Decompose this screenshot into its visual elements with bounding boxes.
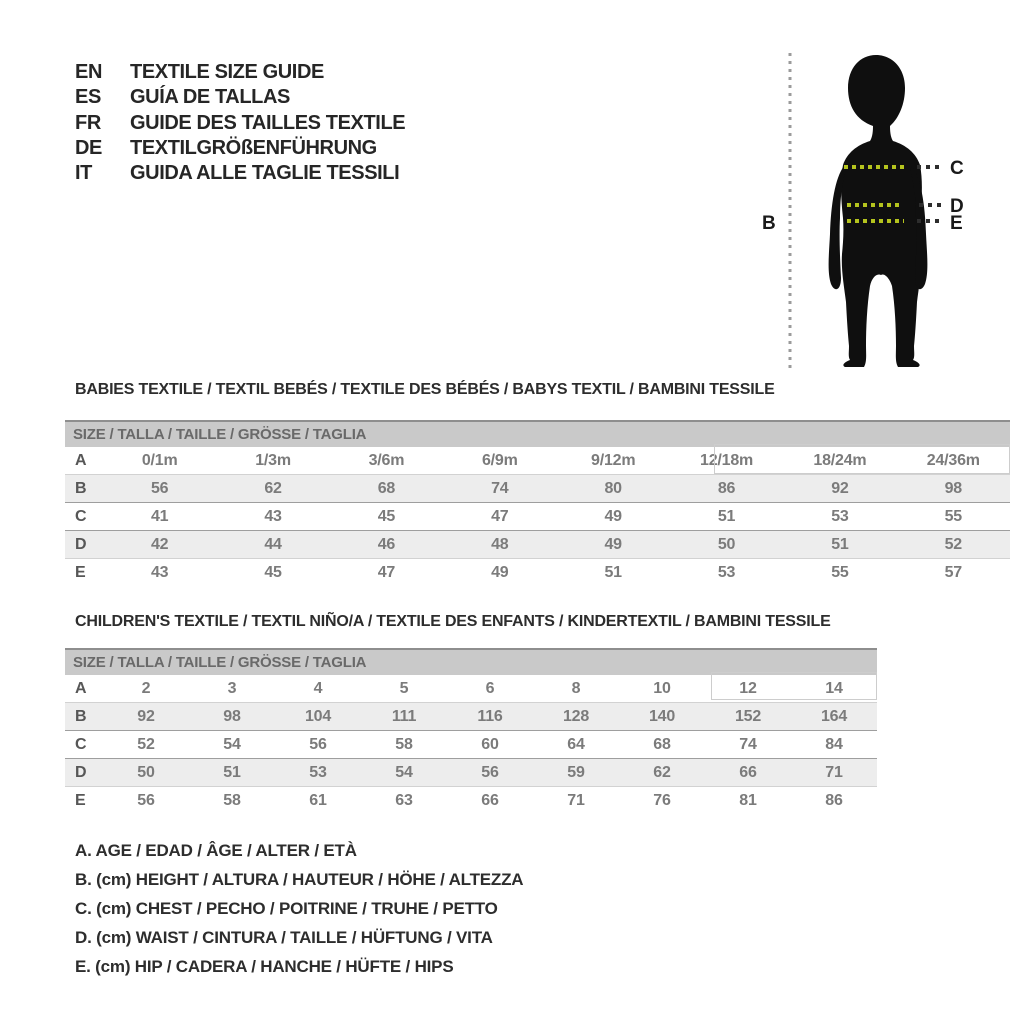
- language-row: [75, 111, 405, 136]
- size-cell: 42: [150, 535, 169, 553]
- size-cell: 50: [717, 535, 736, 553]
- size-cell: 59: [567, 763, 585, 781]
- size-cell: 71: [567, 791, 585, 809]
- size-cell: 44: [264, 535, 282, 553]
- size-figure-svg: [740, 40, 1020, 380]
- size-cell: 56: [150, 479, 169, 497]
- size-cell: 57: [944, 563, 963, 581]
- size-cell: 53: [309, 763, 327, 781]
- size-cell: 55: [944, 507, 963, 525]
- size-cell: 53: [717, 563, 736, 581]
- language-code: EN: [75, 61, 102, 83]
- language-row: [75, 60, 405, 85]
- size-cell: 66: [739, 763, 757, 781]
- size-cell: 56: [137, 791, 155, 809]
- size-cell: 4: [313, 679, 323, 697]
- size-cell: 8: [571, 679, 581, 697]
- size-cell: 2: [141, 679, 151, 697]
- row-label: B: [75, 479, 87, 497]
- size-cell: 12/18m: [700, 451, 754, 469]
- size-row-B: [65, 475, 1010, 503]
- size-row-B: [65, 703, 877, 731]
- size-cell: 54: [395, 763, 413, 781]
- size-row-E: [65, 559, 1010, 587]
- language-label: TEXTILGRÖßENFÜHRUNG: [130, 136, 377, 159]
- row-label: B: [75, 707, 87, 725]
- row-label: E: [75, 563, 86, 581]
- row-label: A: [75, 451, 87, 469]
- size-cell: 81: [739, 791, 757, 809]
- size-header: SIZE / TALLA / TAILLE / GRÖSSE / TAGLIA: [65, 421, 1010, 447]
- size-cell: 18/24m: [813, 451, 867, 469]
- size-cell: 66: [481, 791, 499, 809]
- size-cell: 68: [653, 735, 671, 753]
- size-cell: 86: [825, 791, 843, 809]
- size-cell: 92: [137, 707, 155, 725]
- size-cell: 58: [223, 791, 241, 809]
- size-cell: 64: [567, 735, 585, 753]
- size-cell: 86: [717, 479, 736, 497]
- size-cell: 111: [391, 707, 417, 725]
- size-cell: 63: [395, 791, 413, 809]
- size-row-D: [65, 531, 1010, 559]
- legend-item-chest: C. (cm) CHEST / PECHO / POITRINE / TRUHE / PETTO: [75, 899, 498, 918]
- size-cell: 58: [395, 735, 413, 753]
- size-cell: 164: [820, 707, 848, 725]
- size-cell: 51: [223, 763, 241, 781]
- height-label: B: [762, 213, 776, 234]
- children-section-title: CHILDREN'S TEXTILE / TEXTIL NIÑO/A / TEXTILE DES ENFANTS / KINDERTEXTIL / BAMBINI TESSILE: [75, 613, 831, 630]
- size-figure: [740, 40, 1020, 380]
- babies-section-title: BABIES TEXTILE / TEXTIL BEBÉS / TEXTILE DES BÉBÉS / BABYS TEXTIL / BAMBINI TESSILE: [75, 381, 775, 398]
- legend-item-waist: D. (cm) WAIST / CINTURA / TAILLE / HÜFTUNG / VITA: [75, 928, 493, 947]
- row-label: A: [75, 679, 87, 697]
- size-cell: 74: [739, 735, 757, 753]
- size-row-C: [65, 503, 1010, 531]
- language-label: GUÍA DE TALLAS: [130, 86, 290, 109]
- size-cell: 52: [137, 735, 155, 753]
- size-cell: 104: [304, 707, 332, 725]
- language-label: TEXTILE SIZE GUIDE: [130, 61, 324, 83]
- size-cell: 71: [825, 763, 843, 781]
- size-cell: 54: [223, 735, 241, 753]
- row-label: C: [75, 735, 87, 753]
- size-cell: 49: [604, 535, 622, 553]
- size-cell: 47: [377, 563, 396, 581]
- size-cell: 116: [477, 707, 503, 725]
- size-cell: 47: [491, 507, 509, 525]
- size-cell: 0/1m: [141, 451, 178, 469]
- legend-item-height: B. (cm) HEIGHT / ALTURA / HAUTEUR / HÖHE / ALTEZZA: [75, 870, 524, 889]
- size-cell: 43: [150, 563, 169, 581]
- size-header: SIZE / TALLA / TAILLE / GRÖSSE / TAGLIA: [65, 649, 877, 675]
- size-cell: 56: [309, 735, 327, 753]
- size-cell: 49: [604, 507, 622, 525]
- language-code: DE: [75, 136, 102, 159]
- size-cell: 84: [825, 735, 843, 753]
- size-cell: 128: [562, 707, 590, 725]
- size-cell: 98: [223, 707, 241, 725]
- size-cell: 48: [491, 535, 509, 553]
- size-cell: 80: [604, 479, 622, 497]
- measurement-legend: [75, 836, 523, 981]
- legend-item-hip: E. (cm) HIP / CADERA / HANCHE / HÜFTE / HIPS: [75, 957, 454, 976]
- size-cell: 55: [831, 563, 849, 581]
- size-cell: 12: [739, 679, 757, 697]
- size-cell: 46: [377, 535, 396, 553]
- row-label: C: [75, 507, 87, 525]
- size-cell: 50: [137, 763, 155, 781]
- row-label: D: [75, 535, 87, 553]
- size-cell: 53: [831, 507, 849, 525]
- language-code: ES: [75, 86, 101, 109]
- size-cell: 3/6m: [368, 451, 405, 469]
- size-cell: 6/9m: [481, 451, 518, 469]
- row-label: E: [75, 791, 86, 809]
- size-cell: 62: [264, 479, 282, 497]
- size-cell: 56: [481, 763, 499, 781]
- size-cell: 61: [309, 791, 327, 809]
- size-cell: 49: [491, 563, 509, 581]
- size-cell: 76: [653, 791, 671, 809]
- size-cell: 45: [264, 563, 282, 581]
- size-cell: 140: [648, 707, 676, 725]
- size-cell: 98: [944, 479, 963, 497]
- language-code: IT: [75, 162, 92, 185]
- size-cell: 152: [734, 707, 762, 725]
- size-cell: 60: [481, 735, 499, 753]
- babies-row-a-highlight-box: [714, 444, 1010, 474]
- size-cell: 1/3m: [255, 451, 291, 469]
- size-cell: 51: [831, 535, 849, 553]
- language-label: GUIDE DES TAILLES TEXTILE: [130, 111, 406, 134]
- size-cell: 24/36m: [926, 451, 980, 469]
- size-cell: 68: [377, 479, 396, 497]
- chest-label: C: [950, 158, 964, 179]
- legend-item-age: A. AGE / EDAD / ÂGE / ALTER / ETÀ: [75, 841, 357, 860]
- size-cell: 62: [653, 763, 671, 781]
- size-cell: 51: [717, 507, 736, 525]
- size-cell: 51: [604, 563, 622, 581]
- language-row: [75, 85, 405, 110]
- size-cell: 14: [825, 679, 843, 697]
- size-cell: 3: [227, 679, 237, 697]
- children-row-a-highlight-box: [711, 672, 877, 700]
- size-cell: 45: [377, 507, 396, 525]
- size-cell: 74: [491, 479, 509, 497]
- language-label: GUIDA ALLE TAGLIE TESSILI: [130, 162, 400, 185]
- size-cell: 10: [653, 679, 671, 697]
- language-code: FR: [75, 111, 101, 134]
- row-label: D: [75, 763, 87, 781]
- waist-label: D: [950, 196, 964, 217]
- size-cell: 92: [831, 479, 849, 497]
- size-cell: 52: [944, 535, 963, 553]
- size-cell: 6: [485, 679, 495, 697]
- size-row-D: [65, 759, 877, 787]
- size-cell: 41: [150, 507, 169, 525]
- language-list: [75, 60, 405, 186]
- size-cell: 5: [399, 679, 409, 697]
- size-row-C: [65, 731, 877, 759]
- size-row-E: [65, 787, 877, 815]
- child-silhouette-body: [841, 55, 922, 367]
- size-cell: 9/12m: [591, 451, 636, 469]
- size-cell: 43: [264, 507, 282, 525]
- hip-label: E: [950, 213, 963, 234]
- language-row: [75, 136, 405, 161]
- language-row: [75, 161, 405, 186]
